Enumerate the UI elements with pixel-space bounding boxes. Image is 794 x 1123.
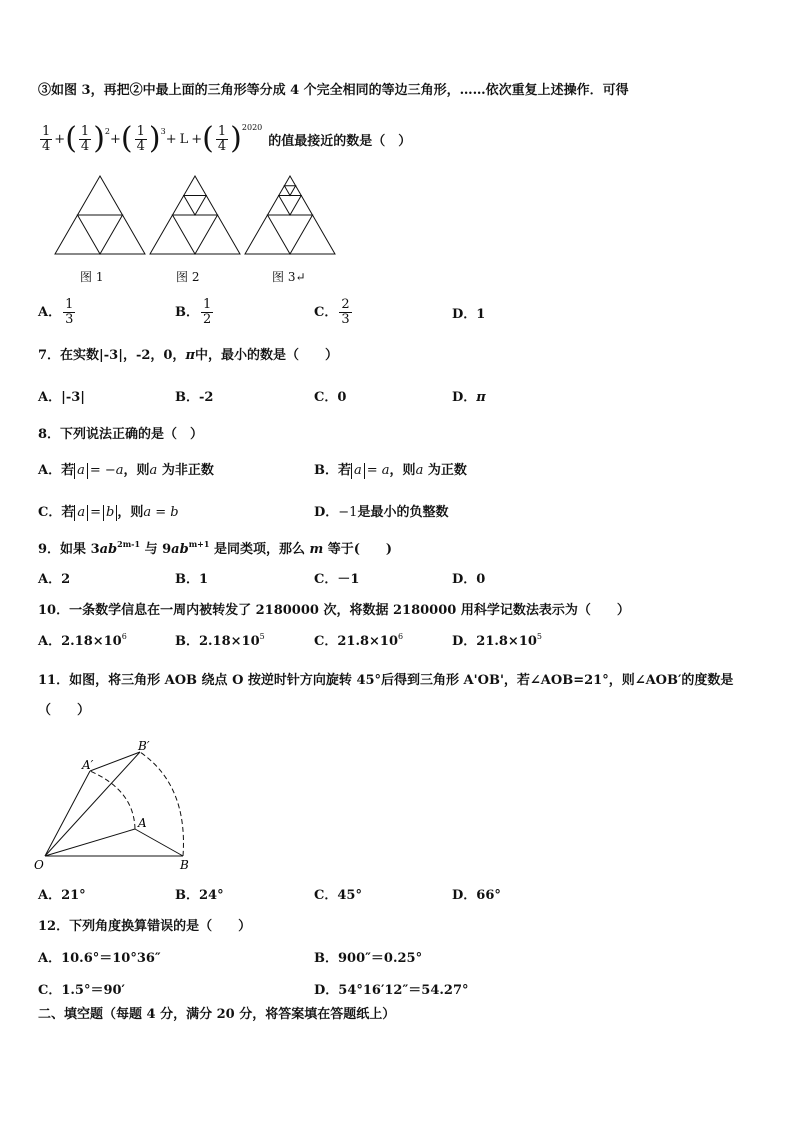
q7-option-b: B．-2 xyxy=(175,390,214,405)
section2-title: 二、填空题（每题 4 分，满分 20 分，将答案填在答题纸上） xyxy=(38,1007,396,1022)
caption-fig3: 图 3↵ xyxy=(272,270,306,284)
q7-option-a: A．|-3| xyxy=(38,390,85,405)
q8-option-d: D．−1是最小的负整数 xyxy=(314,505,449,520)
q6-option-c: C． $\frac{2}{3}$ xyxy=(314,297,350,327)
q12-option-a: A．10.6°＝10°36″ xyxy=(38,951,161,966)
caption-fig1: 图 1 xyxy=(80,270,104,284)
q6-formula: $\frac{1}{4}$ + ( $\frac{1}{4}$ ) 2 + ( $\frac{1}{4}$ ) 3 + L + ( $\frac{1}{4}$ ) 2020 的值最接近的数是（ ） xyxy=(42,121,412,156)
rotation-figure xyxy=(30,735,210,880)
label-o: O xyxy=(34,858,44,872)
q7-option-c: C．0 xyxy=(314,390,347,405)
label-a-prime: A′ xyxy=(82,758,94,772)
label-b-prime: B′ xyxy=(138,739,150,753)
q10-stem: 10．一条数学信息在一周内被转发了 2180000 次，将数据 2180000 用科学记数法表示为（ ） xyxy=(38,603,630,618)
q11-option-b: B．24° xyxy=(175,888,224,903)
label-a: A xyxy=(138,816,147,830)
q11-option-c: C．45° xyxy=(314,888,362,903)
q10-option-c: C．$21.8\times 10^6$ xyxy=(314,632,404,649)
q9-option-d: D．0 xyxy=(452,572,486,587)
q10-option-b: B．$2.18\times 10^5$ xyxy=(175,632,265,649)
q8-stem: 8．下列说法正确的是（ ） xyxy=(38,427,204,442)
q6-option-d: D．1 xyxy=(452,307,486,322)
q9-stem: 9．如果 $3ab^{2m-1}$ 与 $9ab^{m+1}$ 是同类项，那么 m 等于( ) xyxy=(38,539,393,557)
q6-option-b: B． $\frac{1}{2}$ xyxy=(175,297,212,327)
q11-stem: 11．如图，将三角形 AOB 绕点 O 按逆时针方向旋转 45°后得到三角形 A'OB'，若∠AOB=21°，则∠AOB′的度数是 xyxy=(38,673,734,688)
q11-stem-paren: （ ） xyxy=(38,703,91,718)
q7-option-d: D．π xyxy=(452,390,486,405)
q11-option-d: D．66° xyxy=(452,888,501,903)
q9-option-a: A．2 xyxy=(38,572,71,587)
q6-option-a: A． $\frac{1}{3}$ xyxy=(38,297,74,327)
q7-stem: 7．在实数|-3|，-2，0，π中，最小的数是（ ） xyxy=(38,348,338,363)
caption-fig2: 图 2 xyxy=(176,270,200,284)
q12-option-d: D．54°16′12″＝54.27° xyxy=(314,983,469,998)
q8-option-a: A．若 a = −a，则a 为非正数 xyxy=(38,462,214,478)
q9-option-c: C．－1 xyxy=(314,572,360,587)
q8-option-c: C．若 a = b ，则a = b xyxy=(38,504,179,520)
q12-stem: 12．下列角度换算错误的是（ ） xyxy=(38,919,252,934)
q10-option-d: D．$21.8\times 10^5$ xyxy=(452,632,543,649)
q11-option-a: A．21° xyxy=(38,888,86,903)
q6-tail: 的值最接近的数是（ ） xyxy=(268,133,412,149)
q9-option-b: B．1 xyxy=(175,572,209,587)
q12-option-c: C．1.5°＝90′ xyxy=(38,983,125,998)
triangle-figures xyxy=(50,170,350,260)
frac-1-4: $\frac{1}{4}$ xyxy=(42,123,51,154)
q8-option-b: B．若 a = a，则a 为正数 xyxy=(314,462,467,478)
q12-option-b: B．900″＝0.25° xyxy=(314,951,423,966)
q6-line1: ③如图 3，再把②中最上面的三角形等分成 4 个完全相同的等边三角形，……依次重复上述操作．可得 xyxy=(38,83,629,98)
q10-option-a: A．$2.18\times 10^6$ xyxy=(38,632,127,649)
label-b: B xyxy=(180,858,189,872)
